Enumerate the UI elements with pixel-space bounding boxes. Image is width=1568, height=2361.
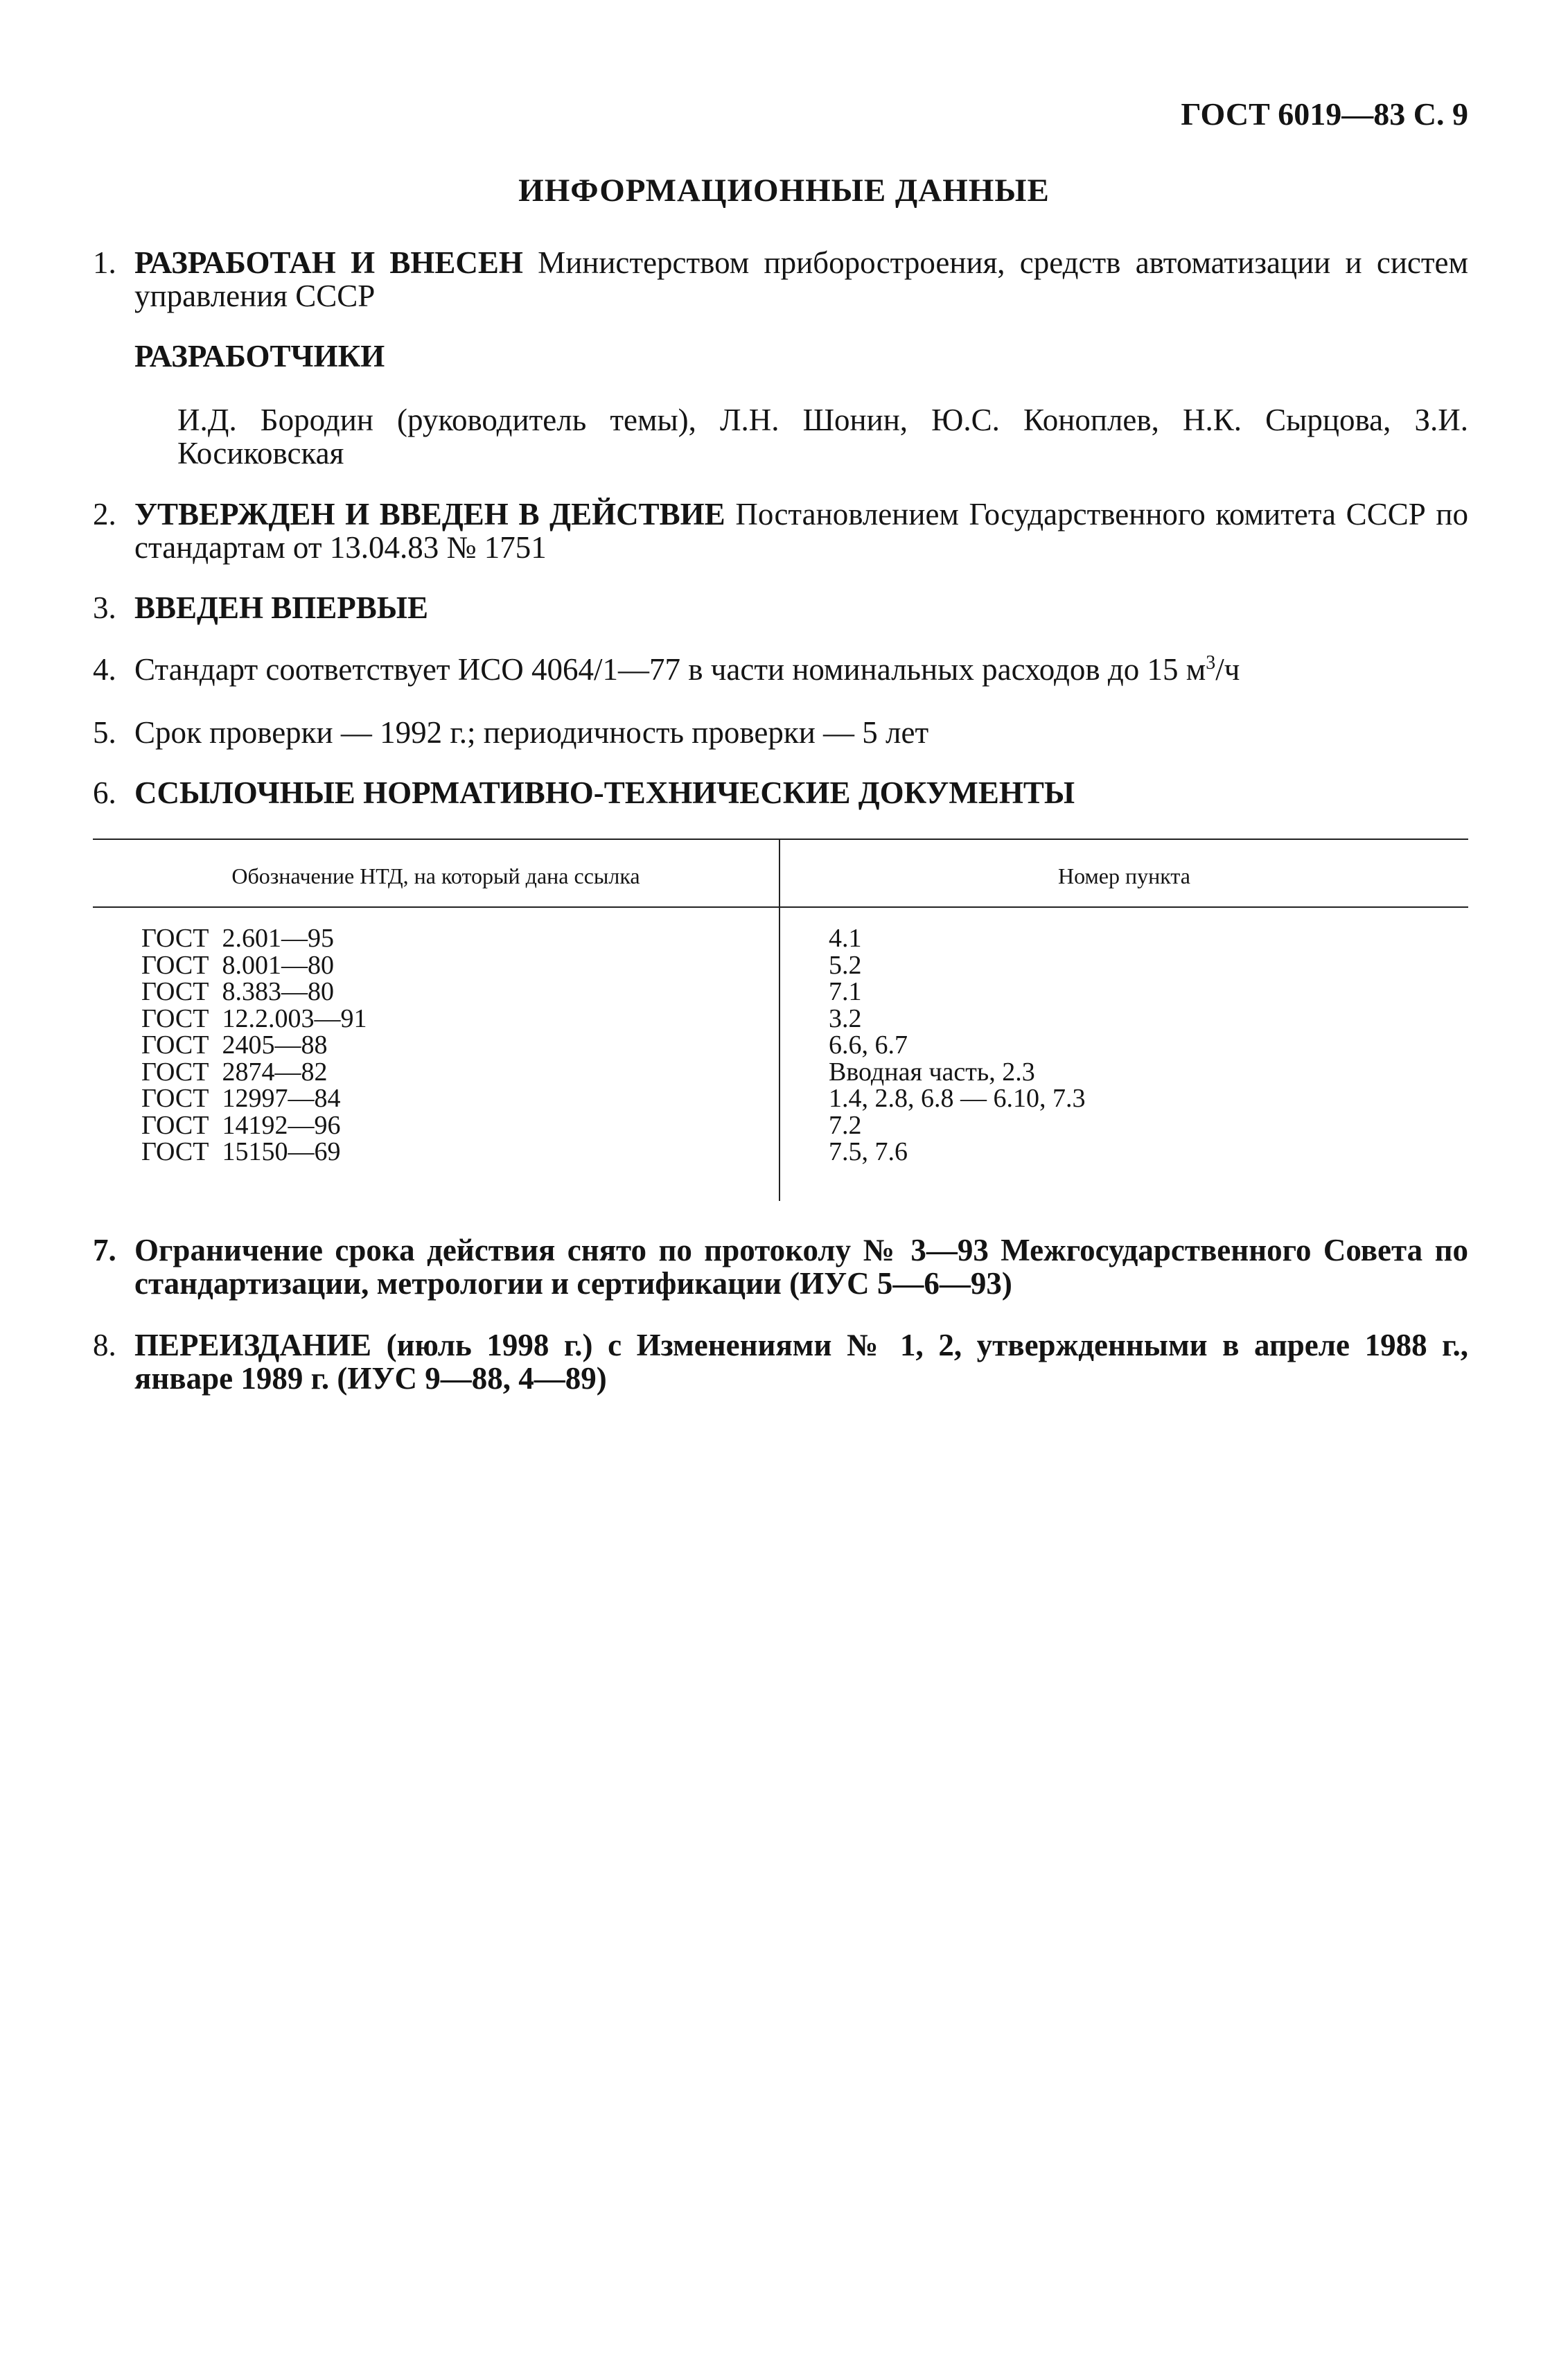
item-bold-lead: ВВЕДЕН ВПЕРВЫЕ bbox=[134, 590, 429, 625]
table-cell-clause: 7.5, 7.6 bbox=[829, 1137, 908, 1166]
item-2 bbox=[93, 498, 1468, 564]
table-cell-clause: 1.4, 2.8, 6.8 — 6.10, 7.3 bbox=[829, 1084, 1086, 1113]
item-text bbox=[134, 498, 1468, 564]
table-cell-clause: 7.1 bbox=[829, 977, 862, 1006]
item-3 bbox=[93, 591, 1468, 624]
table-cell-clause: 7.2 bbox=[829, 1110, 862, 1140]
item-4 bbox=[93, 653, 1468, 686]
item-text: Ограничение срока действия снято по протоколу № 3—93 Межгосударственного Совета по стандартизации, метрологии и сертификации (ИУС 5—6—93) bbox=[134, 1233, 1468, 1301]
developers-heading: РАЗРАБОТЧИКИ bbox=[134, 339, 385, 374]
item-number: 7. bbox=[93, 1233, 116, 1267]
table-cell-document: ГОСТ 2.601—95 bbox=[141, 924, 334, 953]
table-cell-document: ГОСТ 12997—84 bbox=[141, 1084, 341, 1113]
item-unit-tail: /ч bbox=[1215, 652, 1240, 687]
item-number: 6. bbox=[93, 775, 116, 810]
item-text: Срок проверки — 1992 г.; периодичность проверки — 5 лет bbox=[134, 715, 929, 750]
item-6 bbox=[93, 776, 1468, 809]
table-header-document: Обозначение НТД, на который дана ссылка bbox=[231, 863, 640, 888]
item-7 bbox=[93, 1234, 1468, 1300]
item-number: 5. bbox=[93, 715, 116, 750]
item-number: 8. bbox=[93, 1328, 116, 1362]
item-bold-lead: УТВЕРЖДЕН И ВВЕДЕН В ДЕЙСТВИЕ bbox=[134, 497, 725, 532]
table-cell-document: ГОСТ 2405—88 bbox=[141, 1030, 328, 1060]
table-cell-clause: 4.1 bbox=[829, 924, 862, 953]
developers-list: И.Д. Бородин (руководитель темы), Л.Н. Шонин, Ю.С. Коноплев, Н.К. Сырцова, З.И. Косиковская bbox=[177, 403, 1468, 471]
item-text bbox=[134, 591, 1468, 624]
item-bold-lead: ССЫЛОЧНЫЕ НОРМАТИВНО-ТЕХНИЧЕСКИЕ ДОКУМЕНТЫ bbox=[134, 775, 1075, 810]
item-text bbox=[134, 1328, 1468, 1395]
item-body: Министерством приборостроения, средств автоматизации и систем управления СССР bbox=[134, 245, 1469, 313]
table-column-clauses bbox=[829, 925, 1086, 1166]
item-text bbox=[134, 653, 1468, 686]
item-text bbox=[134, 246, 1468, 313]
item-body: Постановлением Государственного комитета СССР по стандартам от 13.04.83 № 1751 bbox=[134, 497, 1468, 565]
superscript: 3 bbox=[1206, 652, 1216, 674]
reference-documents-table bbox=[93, 839, 1468, 1201]
table-cell-clause: 5.2 bbox=[829, 950, 862, 980]
item-bold-lead: ПЕРЕИЗДАНИЕ bbox=[134, 1328, 372, 1362]
item-body: (июль 1998 г.) с Изменениями № 1, 2, утвержденными в апреле 1988 г., январе 1989 г. (ИУС 9—88, 4—89) bbox=[134, 1328, 1468, 1396]
table-column-documents bbox=[141, 925, 367, 1166]
item-5 bbox=[93, 716, 1468, 749]
item-1 bbox=[93, 246, 1468, 313]
table-cell-document: ГОСТ 8.001—80 bbox=[141, 950, 334, 980]
document-title: ИНФОРМАЦИОННЫЕ ДАННЫЕ bbox=[518, 173, 1050, 209]
table-header-rule bbox=[93, 906, 1468, 908]
table-column-divider bbox=[779, 839, 780, 1201]
item-number: 4. bbox=[93, 652, 116, 687]
table-cell-clause: Вводная часть, 2.3 bbox=[829, 1057, 1035, 1087]
item-bold-lead: РАЗРАБОТАН И ВНЕСЕН bbox=[134, 245, 523, 280]
table-cell-document: ГОСТ 14192—96 bbox=[141, 1110, 341, 1140]
table-cell-document: ГОСТ 8.383—80 bbox=[141, 977, 334, 1006]
table-cell-document: ГОСТ 2874—82 bbox=[141, 1057, 328, 1087]
item-number: 2. bbox=[93, 497, 116, 532]
item-number: 3. bbox=[93, 590, 116, 625]
table-header-clause: Номер пункта bbox=[1058, 863, 1190, 888]
table-cell-clause: 6.6, 6.7 bbox=[829, 1030, 908, 1060]
table-cell-document: ГОСТ 15150—69 bbox=[141, 1137, 341, 1166]
item-8 bbox=[93, 1328, 1468, 1395]
table-top-rule bbox=[93, 839, 1468, 840]
table-cell-clause: 3.2 bbox=[829, 1003, 862, 1033]
page-header-code: ГОСТ 6019—83 С. 9 bbox=[1181, 96, 1468, 132]
item-text bbox=[134, 776, 1468, 809]
item-body: Стандарт соответствует ИСО 4064/1—77 в части номинальных расходов до 15 м bbox=[134, 652, 1206, 687]
table-cell-document: ГОСТ 12.2.003—91 bbox=[141, 1003, 367, 1033]
item-number: 1. bbox=[93, 245, 116, 280]
